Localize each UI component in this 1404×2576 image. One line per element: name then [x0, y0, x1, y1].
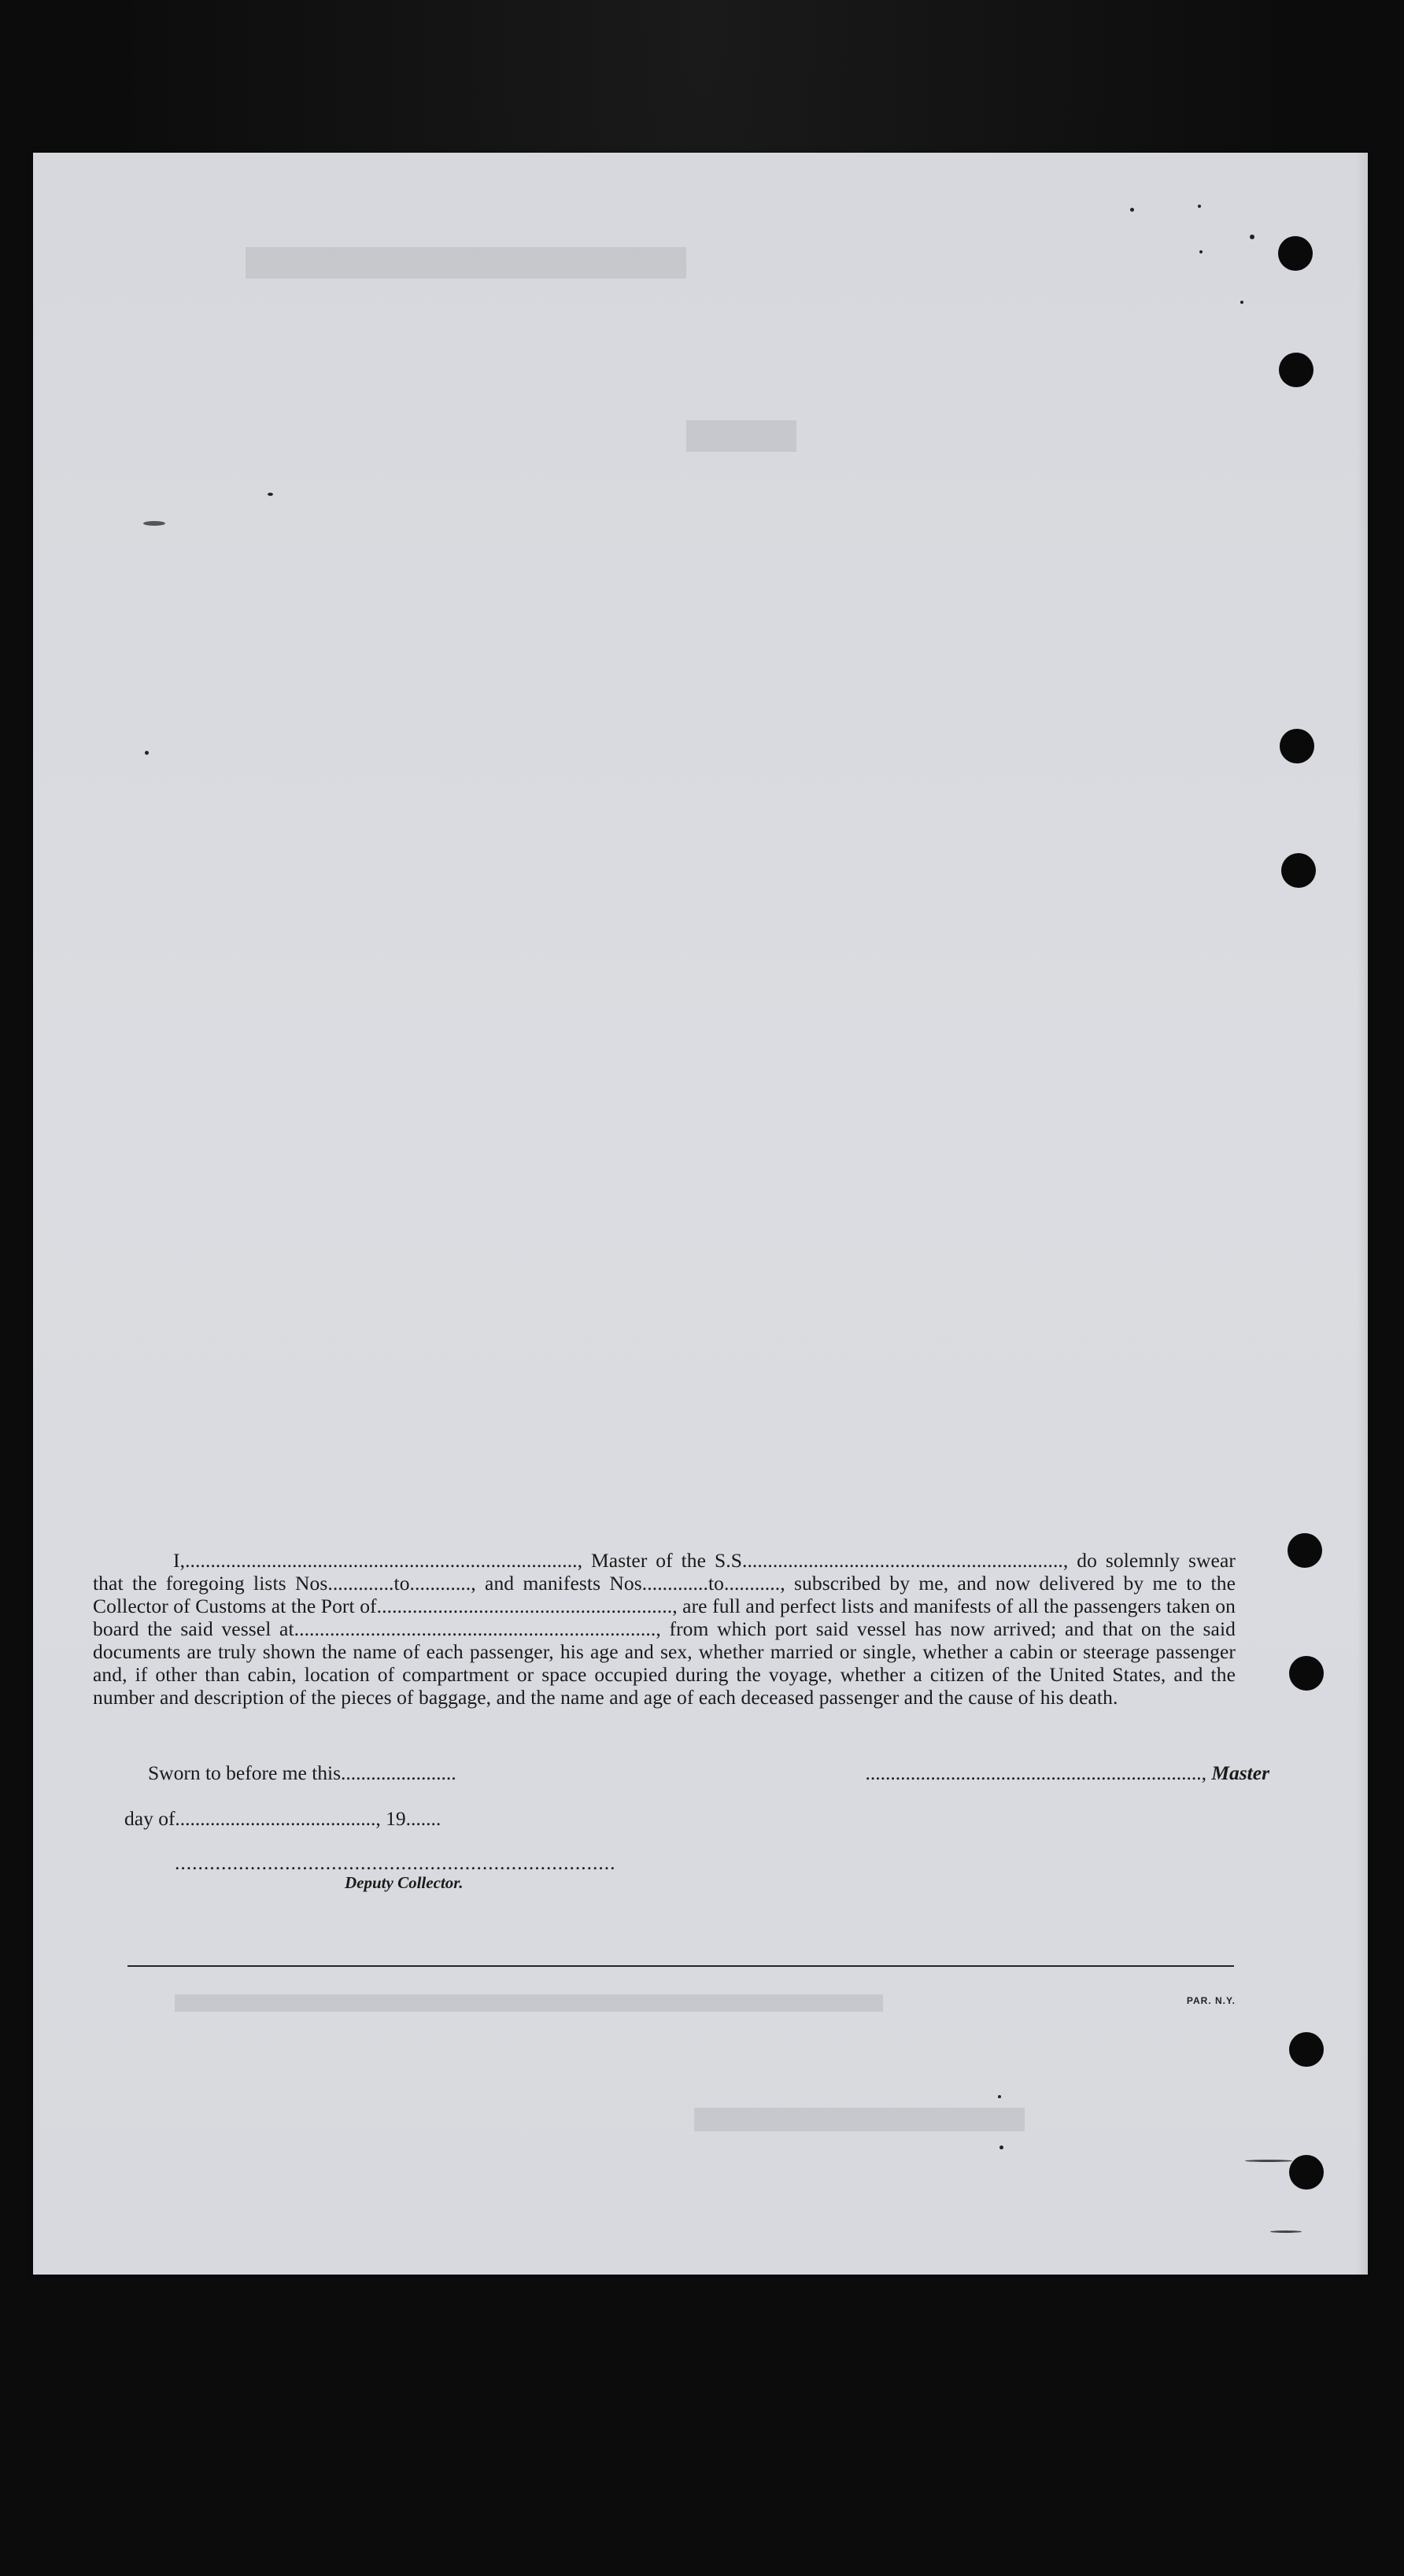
- punch-hole: [1289, 2155, 1324, 2190]
- speck-mark: [999, 2145, 1003, 2149]
- bleed-through-mark: [694, 2108, 1025, 2131]
- form-code: PAR. N.Y.: [1186, 1995, 1236, 2006]
- speck-mark: [998, 2095, 1001, 2098]
- horizontal-rule: [127, 1965, 1234, 1967]
- bleed-through-mark: [246, 247, 686, 279]
- day-of-line: day of........................................, 19.......: [124, 1807, 442, 1830]
- master-signature-dots: ...................................................................,: [865, 1761, 1206, 1784]
- speck-mark: [268, 493, 273, 496]
- punch-hole: [1280, 729, 1314, 763]
- punch-hole: [1289, 1656, 1324, 1691]
- speck-mark: [1250, 235, 1254, 239]
- sworn-line: Sworn to before me this.......................: [148, 1761, 456, 1784]
- punch-hole: [1289, 2032, 1324, 2067]
- speck-mark: [1198, 205, 1201, 208]
- speck-mark: [1199, 250, 1203, 253]
- bleed-through-mark: [175, 1994, 883, 2012]
- punch-hole: [1279, 353, 1313, 387]
- speck-mark: [1245, 2160, 1292, 2162]
- bleed-through-mark: [686, 420, 796, 452]
- deputy-collector-label: Deputy Collector.: [345, 1873, 464, 1892]
- speck-mark: [1240, 301, 1243, 304]
- speck-mark: [1130, 208, 1134, 212]
- speck-mark: [1270, 2230, 1302, 2233]
- punch-hole: [1278, 236, 1313, 271]
- punch-hole: [1288, 1533, 1322, 1568]
- punch-hole: [1281, 853, 1316, 888]
- deputy-signature-dots: ............................................................................: [175, 1851, 616, 1874]
- oath-paragraph: I,............................................................................., Master of the S.S..............................................................., do solemnly swear that the foregoing lists Nos.............to............, and manifests Nos.............to..........., subscribed by me, and now delivered by me to the Collector of Customs at the Port of.........................................................., are full and perfect lists and manifests of all the passengers taken on board the said vessel at......................................................................., from which port said vessel has now arrived; and that on the said documents are truly shown the name of each passenger, his age and sex, whether married or single, whether a cabin or steerage passenger and, if other than cabin, location of compartment or space occupied during the voyage, whether a citizen of the United States, and the number and description of the pieces of baggage, and the name and age of each deceased passenger and the cause of his death.: [93, 1549, 1236, 1709]
- manifest-page: [33, 153, 1368, 2275]
- paper-edge-shadow: [1357, 153, 1368, 2275]
- speck-mark: [145, 751, 149, 755]
- master-signature-line: [865, 1761, 1269, 1785]
- speck-mark: [143, 521, 165, 526]
- master-label: Master: [1211, 1761, 1269, 1784]
